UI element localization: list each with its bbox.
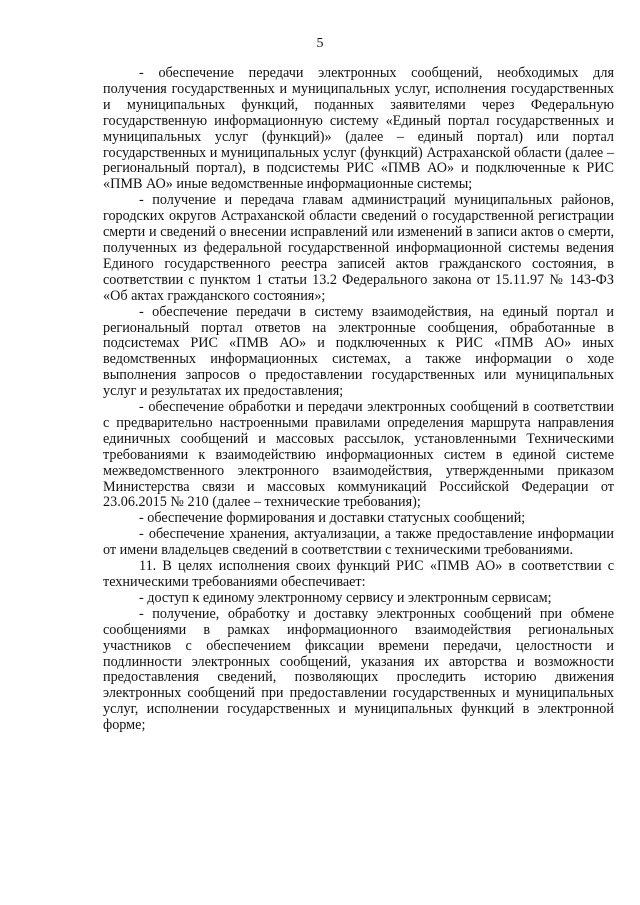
paragraph-status-messages: - обеспечение формирования и доставки статусных сообщений; [139,510,526,527]
paragraph-message-transfer: - обеспечение передачи электронных сообщений, необходимых для получения государственных и муниципальных услуг, исполнения государственных и муниципальных функций, поданных заявителями через Федеральную государственную информационную систему «Единый портал государственных и муниципальных услуг (функций)» (далее – единый портал) или портал государственных и муниципальных услуг (функций) Астраханской области (далее – региональный портал), в подсистемы РИС «ПМВ АО» и подключенные к РИС «ПМВ АО» иные ведомственные информационные системы; [103,65,614,193]
paragraph-death-registration: - получение и передача главам администраций муниципальных районов, городских округов Астраханской области сведений о государственной регистрации смерти и сведений о внесении исправлений или изменений в записи актов о смерти, полученных из федеральной государственной информационной системы ведения Единого государственного реестра записей актов гражданского состояния, в соответствии с пунктом 1 статьи 13.2 Федерального закона от 15.11.97 № 143-ФЗ «Об актах гражданского состояния»; [103,192,614,304]
paragraph-response-transfer: - обеспечение передачи в систему взаимодействия, на единый портал и региональный портал ответов на электронные сообщения, обработанные в подсистемах РИС «ПМВ АО» и подключенных к РИС «ПМВ АО» иных ведомственных информационных системах, а также информации о ходе выполнения запросов о предоставлении государственных или муниципальных услуг и результатах их предоставления; [103,303,614,400]
paragraph-storage: - обеспечение хранения, актуализации, а также предоставление информации от имени владельцев сведений в соответствии с техническими требованиями. [103,526,614,559]
paragraph-clause-11: 11. В целях исполнения своих функций РИС «ПМВ АО» в соответствии с техническими требованиями обеспечивает: [103,558,614,590]
paragraph-service-access: - доступ к единому электронному сервису и электронным сервисам; [139,589,552,606]
document-body [103,66,614,734]
paragraph-message-delivery: - получение, обработку и доставку электронных сообщений при обмене сообщениями в рамках информационного взаимодействия региональных участников с обеспечением фиксации времени передачи, целостности и подлинности электронных сообщений, указания их авторства и возможности предоставления сведений, позволяющих проследить историю движения электронных сообщений при предоставлении государственных и муниципальных услуг, исполнении государственных и муниципальных функций в электронной форме; [103,605,614,734]
page-number: 5 [316,36,324,51]
paragraph-message-processing: - обеспечение обработки и передачи электронных сообщений в соответствии с предварительно настроенными правилами определения маршрута направления единичных сообщений и массовых рассылок, установленными Техническими требованиями к взаимодействию информационных систем в единой системе межведомственного электронного взаимодействия, утвержденными приказом Министерства связи и массовых коммуникаций Российской Федерации от 23.06.2015 № 210 (далее – технические требования); [103,399,614,511]
